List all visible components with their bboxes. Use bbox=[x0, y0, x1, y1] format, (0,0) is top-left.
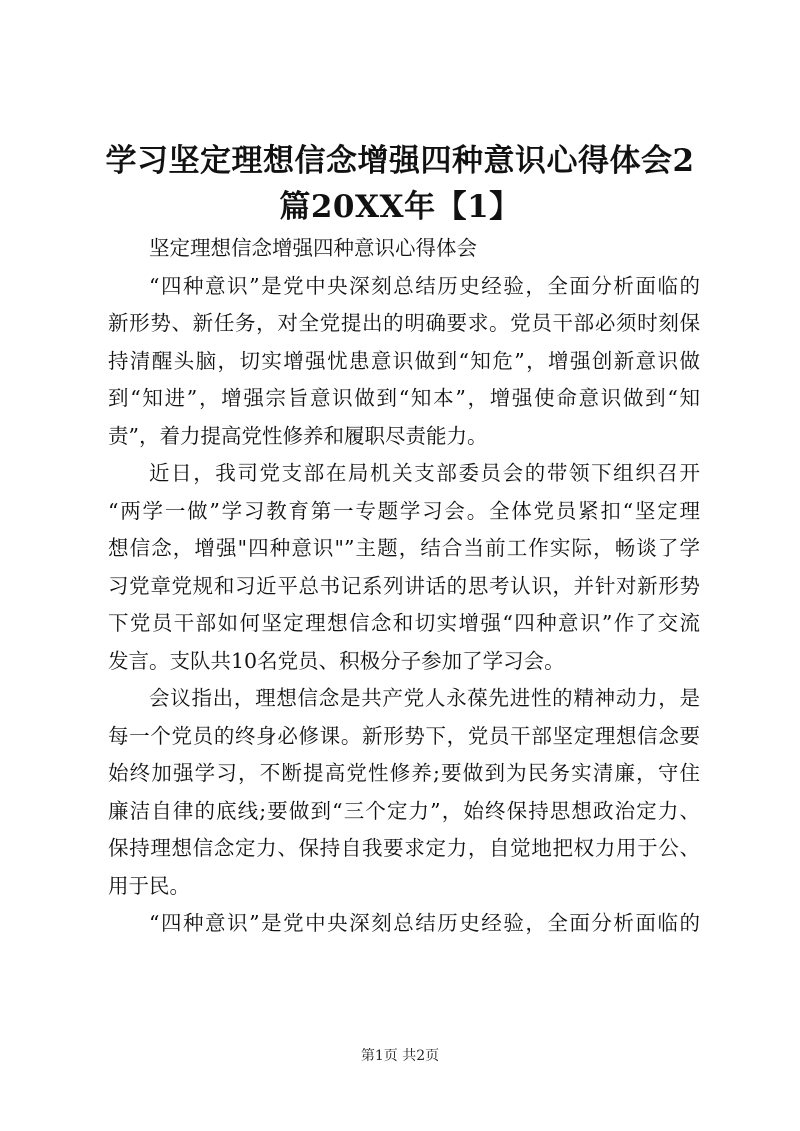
paragraph-line: 持清醒头脑，切实增强忧患意识做到“知危”，增强创新意识做 bbox=[108, 348, 700, 373]
heading-line: 坚定理想信念增强四种意识心得体会 bbox=[149, 236, 477, 260]
paragraph bbox=[108, 905, 700, 943]
paragraph bbox=[108, 455, 700, 680]
paragraph-line: 责”，着力提高党性修养和履职尽责能力。 bbox=[108, 423, 488, 448]
document-title bbox=[100, 138, 700, 230]
paragraph-line: 新形势、新任务，对全党提出的明确要求。党员干部必须时刻保 bbox=[108, 311, 700, 335]
paragraph-line: “四种意识”是党中央深刻总结历史经验，全面分析面临的 bbox=[149, 273, 700, 298]
paragraph-line: 想信念，增强"四种意识"”主题，结合当前工作实际，畅谈了学 bbox=[108, 536, 700, 560]
paragraph-line: 廉洁自律的底线;要做到“三个定力”，始终保持思想政治定力、 bbox=[108, 798, 700, 823]
document-body bbox=[108, 230, 700, 943]
paragraph-line: 会议指出，理想信念是共产党人永葆先进性的精神动力，是 bbox=[149, 686, 700, 710]
paragraph-line: 用于民。 bbox=[108, 873, 190, 898]
paragraph bbox=[108, 680, 700, 905]
page-footer: 第1页 共2页 bbox=[360, 1048, 440, 1064]
paragraph bbox=[108, 268, 700, 456]
paragraph-line: 保持理想信念定力、保持自我要求定力，自觉地把权力用于公、 bbox=[108, 836, 700, 860]
paragraph-line: 发言。支队共10名党员、积极分子参加了学习会。 bbox=[108, 648, 565, 673]
title-line: 学习坚定理想信念增强四种意识心得体会2 bbox=[105, 143, 695, 179]
paragraph-line: 下党员干部如何坚定理想信念和切实增强“四种意识”作了交流 bbox=[108, 611, 700, 635]
paragraph-line: 每一个党员的终身必修课。新形势下，党员干部坚定理想信念要 bbox=[108, 723, 700, 748]
paragraph-line: 习党章党规和习近平总书记系列讲话的思考认识，并针对新形势 bbox=[108, 573, 700, 598]
paragraph-line: 到“知进”，增强宗旨意识做到“知本”，增强使命意识做到“知 bbox=[108, 386, 700, 410]
paragraph-line: “四种意识”是党中央深刻总结历史经验，全面分析面临的 bbox=[149, 911, 700, 935]
paragraph-line: “两学一做”学习教育第一专题学习会。全体党员紧扣“坚定理 bbox=[108, 498, 700, 523]
paragraph-line: 始终加强学习，不断提高党性修养;要做到为民务实清廉，守住 bbox=[108, 761, 700, 785]
section-heading bbox=[108, 230, 700, 268]
title-line: 篇20XX年【1】 bbox=[279, 189, 521, 225]
paragraph-line: 近日，我司党支部在局机关支部委员会的带领下组织召开 bbox=[149, 461, 700, 485]
